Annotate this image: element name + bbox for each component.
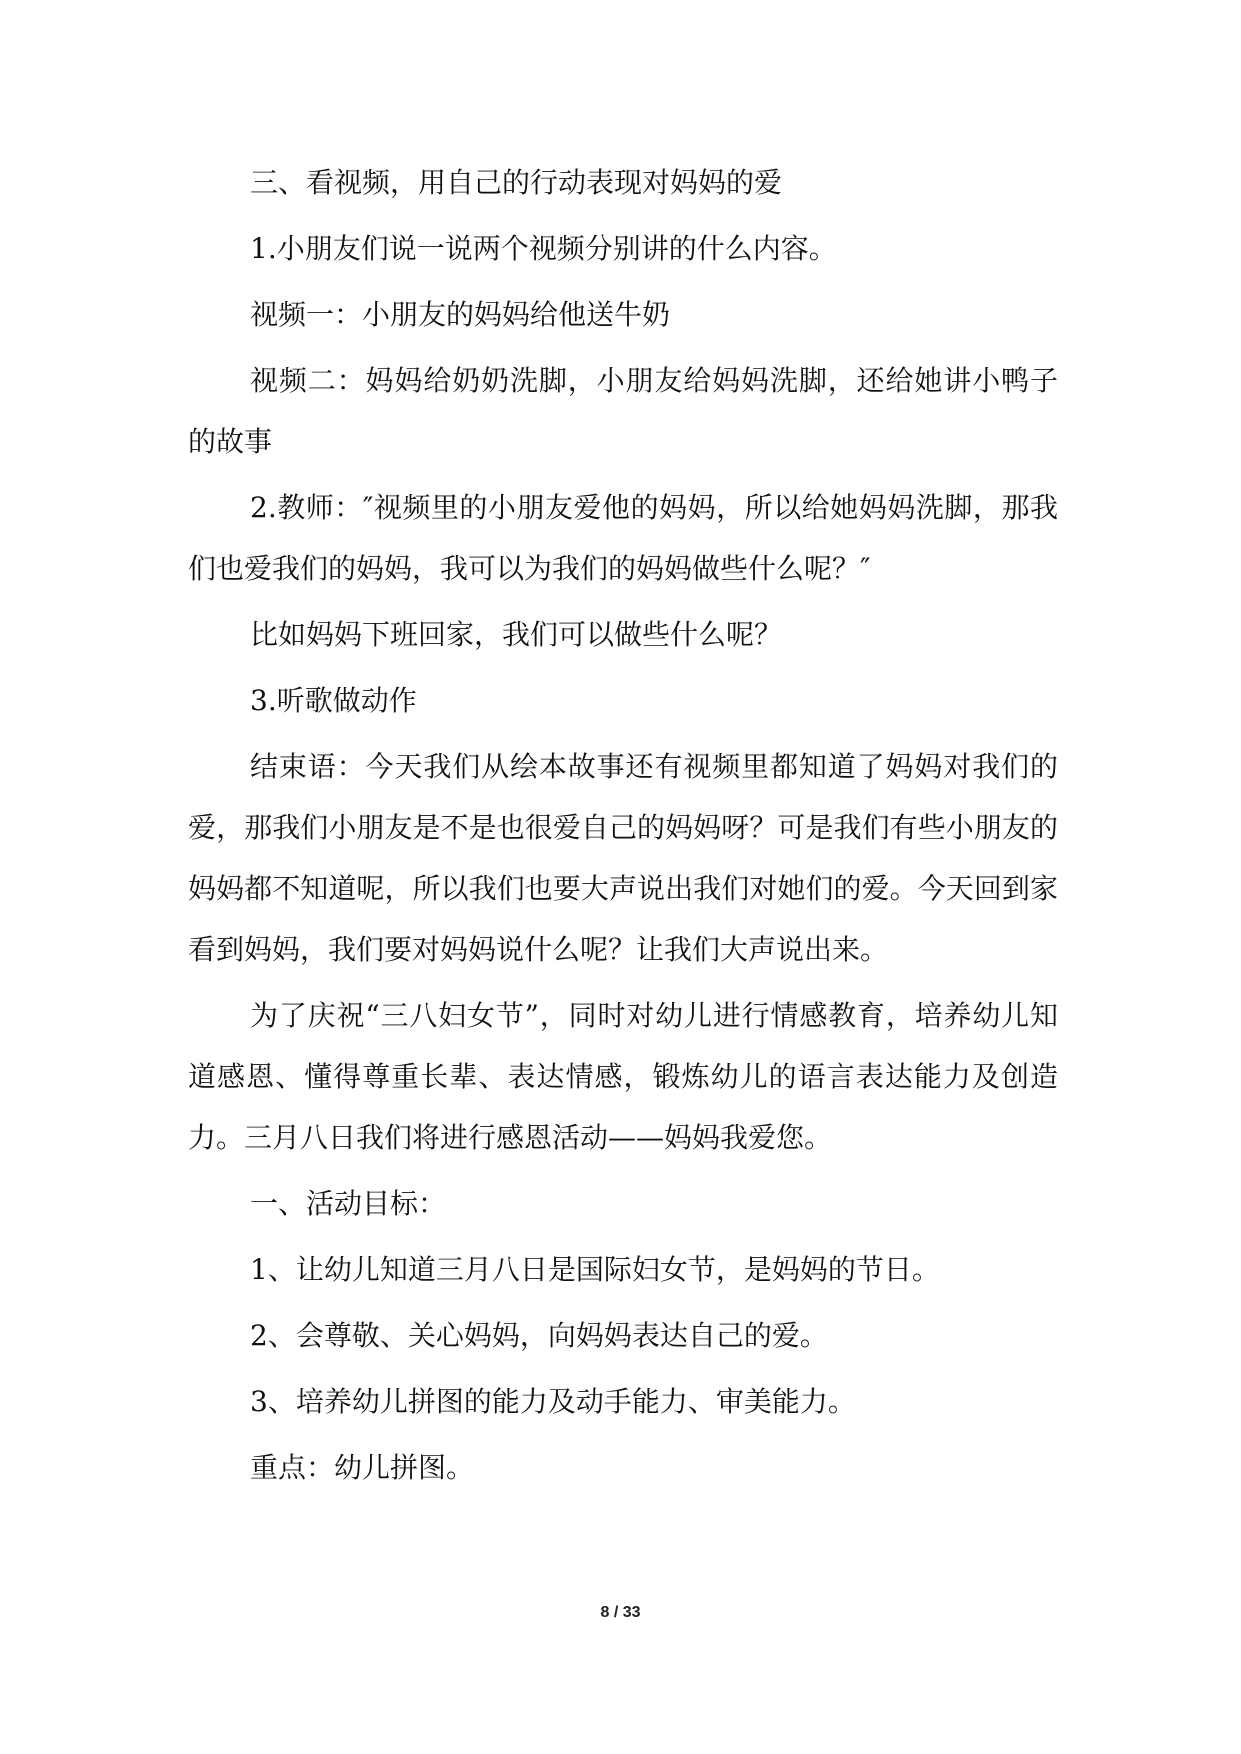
paragraph-closing-remarks: 结束语：今天我们从绘本故事还有视频里都知道了妈妈对我们的爱，那我们小朋友是不是也很爱自己的妈妈呀？可是我们有些小朋友的妈妈都不知道呢，所以我们也要大声说出我们对她们的爱。今天回到家看到妈妈，我们要对妈妈说什么呢？让我们大声说出来。 xyxy=(188,750,1058,966)
paragraph-step-3: 3.听歌做动作 xyxy=(250,684,417,717)
section-heading-goals: 一、活动目标： xyxy=(250,1187,447,1220)
paragraph-goal-1: 1、让幼儿知道三月八日是国际妇女节，是妈妈的节日。 xyxy=(250,1253,940,1286)
paragraph-step-1: 1.小朋友们说一说两个视频分别讲的什么内容。 xyxy=(250,232,837,265)
page-number: 8 / 33 xyxy=(600,1604,641,1621)
paragraph-video-two: 视频二：妈妈给奶奶洗脚，小朋友给妈妈洗脚，还给她讲小鸭子的故事 xyxy=(188,364,1058,458)
paragraph-step-2: 2.教师：″视频里的小朋友爱他的妈妈，所以给她妈妈洗脚，那我们也爱我们的妈妈，我可以为我们的妈妈做些什么呢？″ xyxy=(188,491,1058,585)
paragraph-goal-2: 2、会尊敬、关心妈妈，向妈妈表达自己的爱。 xyxy=(250,1319,828,1352)
paragraph-video-one: 视频一：小朋友的妈妈给他送牛奶 xyxy=(250,298,671,331)
paragraph-key-point: 重点：幼儿拼图。 xyxy=(250,1451,475,1484)
paragraph-example: 比如妈妈下班回家，我们可以做些什么呢？ xyxy=(250,618,783,651)
paragraph-goal-3: 3、培养幼儿拼图的能力及动手能力、审美能力。 xyxy=(250,1385,856,1418)
section-heading-watch-video: 三、看视频，用自己的行动表现对妈妈的爱 xyxy=(250,166,783,199)
document-body xyxy=(188,152,1058,1503)
paragraph-activity-intro: 为了庆祝“三八妇女节”，同时对幼儿进行情感教育，培养幼儿知道感恩、懂得尊重长辈、表达情感，锻炼幼儿的语言表达能力及创造力。三月八日我们将进行感恩活动——妈妈我爱您。 xyxy=(188,999,1058,1154)
